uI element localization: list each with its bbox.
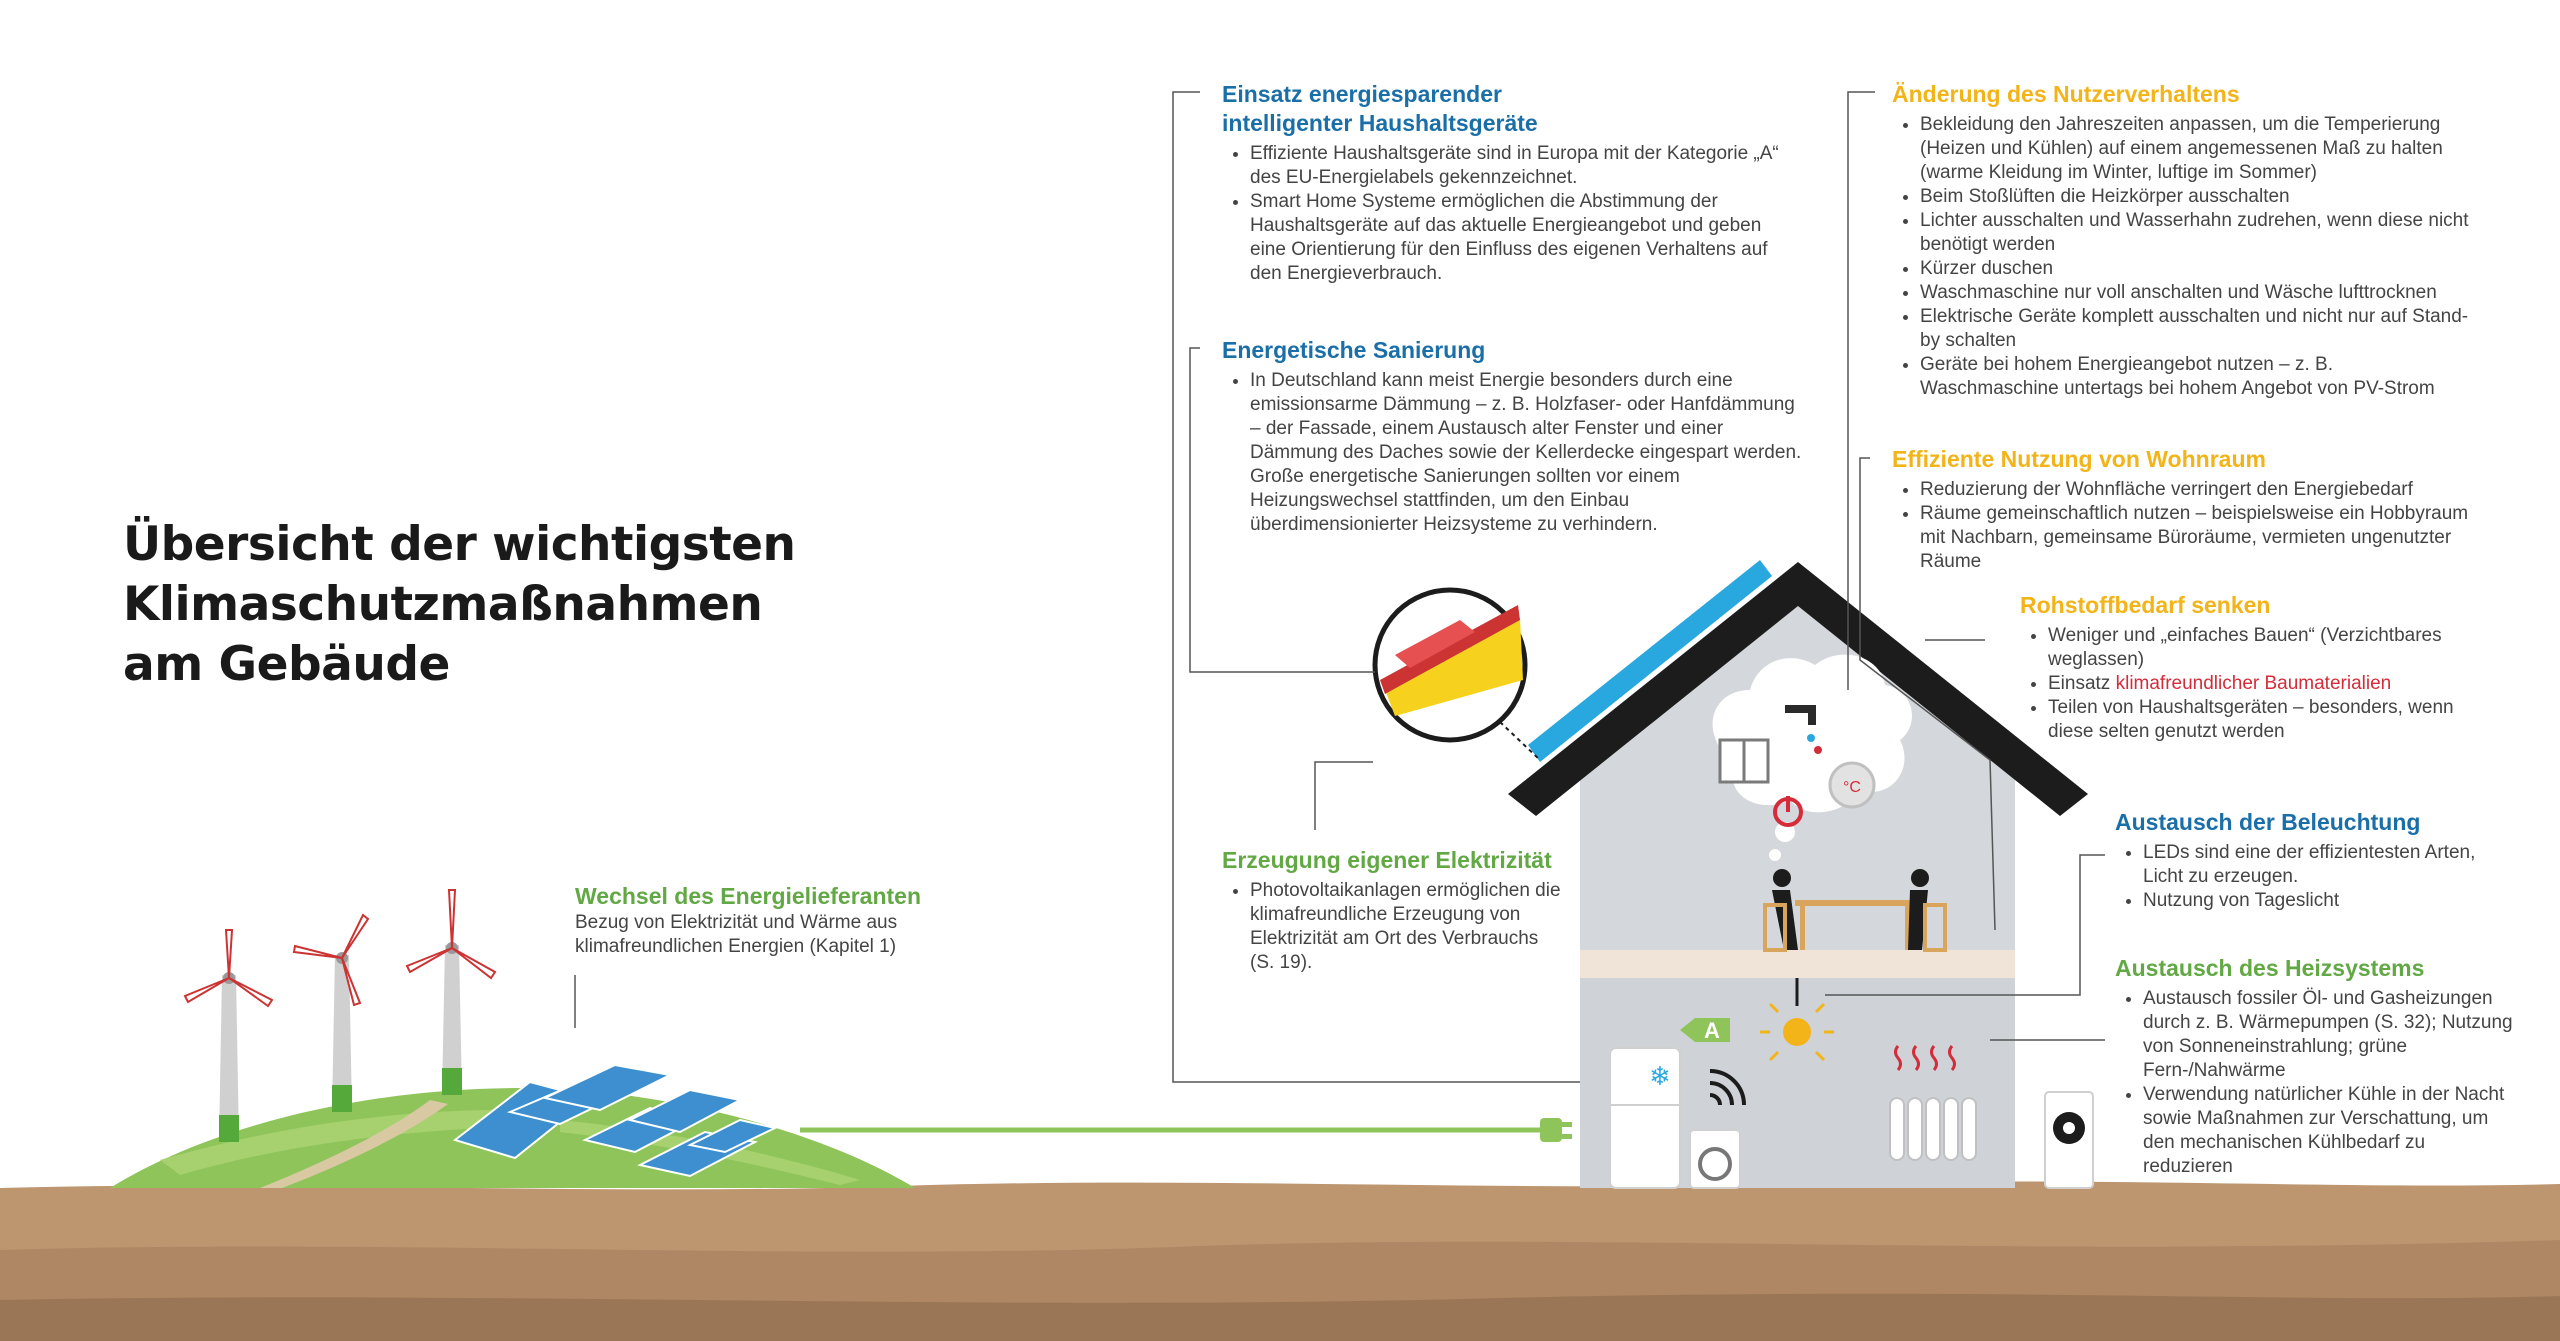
list-item: • Kürzer duschen bbox=[1920, 257, 2472, 281]
list-item: • Effiziente Haushaltsgeräte sind in Europa mit der Kategorie „A“ des EU-Energielabels gekennzeichnet. bbox=[1250, 142, 1802, 190]
list-item: • Weniger und „einfaches Bauen“ (Verzichtbares weglassen) bbox=[2048, 624, 2480, 672]
wind-turbine bbox=[407, 890, 495, 1095]
title-line: Klimaschutzmaßnahmen bbox=[123, 577, 763, 632]
section-heading: Energetische Sanierung bbox=[1222, 337, 1486, 363]
list-item bbox=[2048, 672, 2480, 696]
list-item: • Reduzierung der Wohnfläche verringert den Energiebedarf bbox=[1920, 478, 2472, 502]
bullet-list bbox=[1892, 478, 2472, 574]
list-item: • Smart Home Systeme ermöglichen die Abstimmung der Haushaltsgeräte auf das aktuelle Energieangebot und geben eine Orientierung für den Einfluss des eigenen Verhaltens auf den Energieverbrauch. bbox=[1250, 190, 1802, 286]
page-title bbox=[123, 515, 823, 695]
washing-machine bbox=[1690, 1130, 1740, 1188]
insulation-detail bbox=[1375, 590, 1540, 760]
section-heading: Austausch der Beleuchtung bbox=[2115, 809, 2421, 835]
wind-turbine bbox=[294, 915, 368, 1112]
building-materials-link[interactable]: klimafreundlicher Baumaterialien bbox=[2115, 673, 2392, 694]
list-item: • In Deutschland kann meist Energie besonders durch eine emissionsarme Dämmung – z. B. Holzfaser- oder Hanfdämmung – der Fassade, einem Austausch alter Fenster und einer Dämmung des Daches sowie der Kellerdecke eingespart werden. Große energetische Sanierungen sollten vor einem Heizungswechsel stattfinden, um den Einbau überdimensionierter Heizsysteme zu verhindern. bbox=[1250, 369, 1802, 537]
section-text: Bezug von Elektrizität und Wärme aus klimafreundlichen Energien (Kapitel 1) bbox=[575, 912, 898, 957]
list-item: • Geräte bei hohem Energieangebot nutzen – z. B. Waschmaschine untertags bei hohem Angebot von PV-Strom bbox=[1920, 353, 2472, 401]
section-raw-materials bbox=[2020, 591, 2480, 744]
list-item: • Waschmaschine nur voll anschalten und Wäsche lufttrocknen bbox=[1920, 281, 2472, 305]
list-item: • Verwendung natürlicher Kühle in der Nacht sowie Maßnahmen zur Verschattung, um den mechanischen Kühlbedarf zu reduzieren bbox=[2143, 1083, 2515, 1179]
bullet-list bbox=[2115, 987, 2515, 1179]
bullet-list bbox=[1222, 142, 1802, 286]
section-supplier bbox=[575, 882, 965, 959]
list-item: • Bekleidung den Jahreszeiten anpassen, um die Temperierung (Heizen und Kühlen) auf einem angemessenen Maß zu halten (warme Kleidung im Winter, luftige im Sommer) bbox=[1920, 113, 2472, 185]
bullet-list bbox=[2020, 624, 2480, 744]
section-appliances bbox=[1222, 80, 1802, 286]
section-heading: Austausch des Heizsystems bbox=[2115, 955, 2425, 981]
list-item: • Beim Stoßlüften die Heizkörper ausschalten bbox=[1920, 185, 2472, 209]
bullet-list bbox=[2115, 841, 2495, 913]
section-heading: Wechsel des Energielieferanten bbox=[575, 883, 921, 909]
section-heading: Erzeugung eigener Elektrizität bbox=[1222, 847, 1552, 873]
fridge bbox=[1610, 1048, 1680, 1188]
section-heading: Rohstoffbedarf senken bbox=[2020, 592, 2271, 618]
svg-text:❄: ❄ bbox=[1649, 1062, 1671, 1092]
section-behavior bbox=[1892, 80, 2472, 401]
section-heating bbox=[2115, 954, 2515, 1179]
bullet-list bbox=[1222, 879, 1562, 975]
list-item: • Photovoltaikanlagen ermöglichen die klimafreundliche Erzeugung von Elektrizität am Ort des Verbrauchs (S. 19). bbox=[1250, 879, 1562, 975]
list-item: • Räume gemeinschaftlich nutzen – beispielsweise ein Hobbyraum mit Nachbarn, gemeinsame Büroräume, vermieten ungenutzter Räume bbox=[1920, 502, 2472, 574]
bullet-list bbox=[1892, 113, 2472, 401]
energy-label-text: A bbox=[1704, 1018, 1720, 1043]
bullet-list bbox=[1222, 369, 1802, 537]
list-item: • Austausch fossiler Öl- und Gasheizungen durch z. B. Wärmepumpen (S. 32); Nutzung von Sonneneinstrahlung; grüne Fern-/Nahwärme bbox=[2143, 987, 2515, 1083]
power-cable bbox=[800, 1118, 1572, 1142]
section-own-power bbox=[1222, 846, 1562, 975]
list-item: • LEDs sind eine der effizientesten Arten, Licht zu erzeugen. bbox=[2143, 841, 2495, 889]
wind-turbine bbox=[185, 930, 272, 1142]
section-living-space bbox=[1892, 445, 2472, 574]
section-heading: Änderung des Nutzerverhaltens bbox=[1892, 81, 2240, 107]
list-item: • Elektrische Geräte komplett ausschalten und nicht nur auf Stand-by schalten bbox=[1920, 305, 2472, 353]
list-item: • Lichter ausschalten und Wasserhahn zudrehen, wenn diese nicht benötigt werden bbox=[1920, 209, 2472, 257]
heat-pump bbox=[2045, 1092, 2093, 1188]
title-line: Übersicht der wichtigsten bbox=[123, 517, 796, 572]
title-line: am Gebäude bbox=[123, 637, 450, 692]
ground bbox=[0, 1181, 2560, 1341]
list-item: • Nutzung von Tageslicht bbox=[2143, 889, 2495, 913]
list-item-text: Einsatz bbox=[2048, 673, 2116, 694]
section-renovation bbox=[1222, 336, 1802, 537]
section-heading: Effiziente Nutzung von Wohnraum bbox=[1892, 446, 2266, 472]
house bbox=[1508, 560, 2088, 1188]
list-item: • Teilen von Haushaltsgeräten – besonders, wenn diese selten genutzt werden bbox=[2048, 696, 2480, 744]
section-lighting bbox=[2115, 808, 2495, 913]
section-heading: intelligenter Haushaltsgeräte bbox=[1222, 110, 1538, 136]
section-heading: Einsatz energiesparender bbox=[1222, 81, 1502, 107]
thermostat-label: °C bbox=[1843, 779, 1861, 796]
